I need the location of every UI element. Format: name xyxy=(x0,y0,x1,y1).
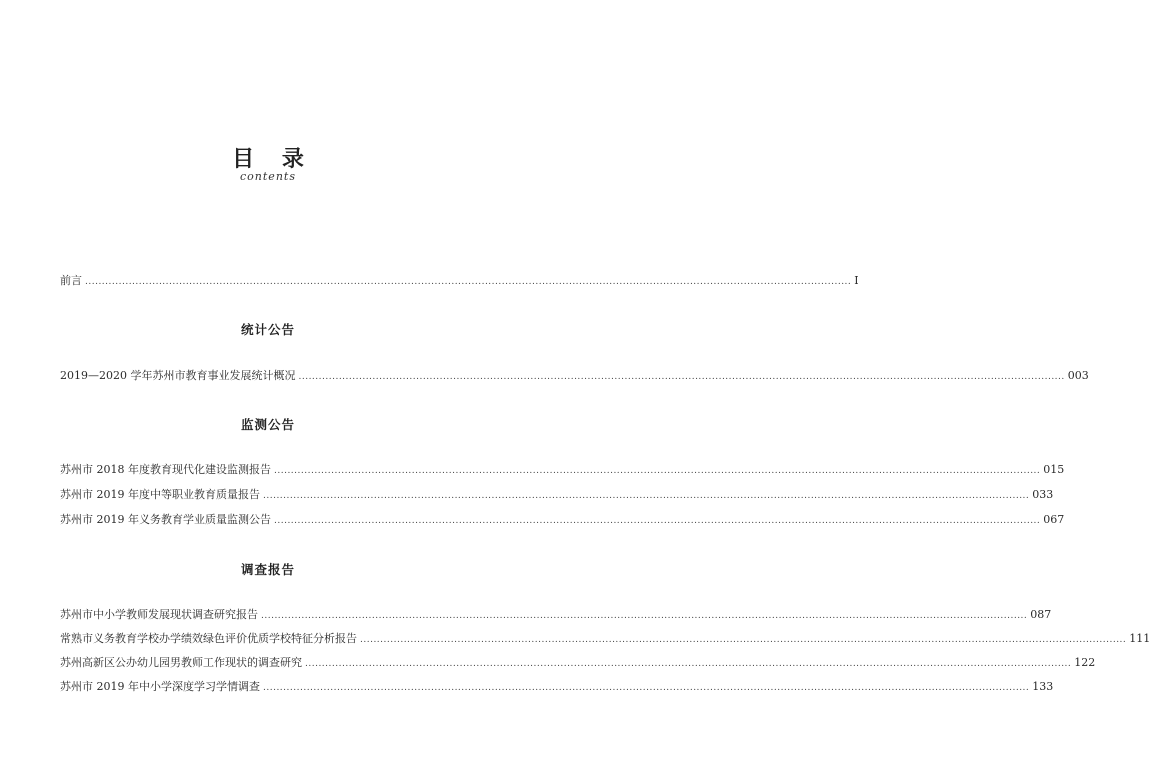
section-heading-statistics: 统计公告 xyxy=(240,322,295,337)
dot-leader: .................................................................................................................................................................................................................................... xyxy=(360,635,1127,645)
entry-label: 苏州高新区公办幼儿园男教师工作现状的调查研究 xyxy=(60,656,302,669)
entry-page-number: 067 xyxy=(1043,513,1065,526)
entry-page-number: 133 xyxy=(1032,680,1054,693)
entry-label: 苏州市 2019 年义务教育学业质量监测公告 xyxy=(60,513,271,526)
entry-page-number: 087 xyxy=(1030,608,1052,621)
toc-entry-preface[interactable] xyxy=(60,273,859,289)
entry-label: 苏州市 2018 年度教育现代化建设监测报告 xyxy=(60,463,271,476)
toc-title: 目 录 xyxy=(232,146,314,172)
dot-leader: .................................................................................................................................................................................................................................... xyxy=(261,611,1028,621)
dot-leader: .................................................................................................................................................................................................................................... xyxy=(274,516,1041,526)
toc-entry[interactable] xyxy=(60,679,1054,695)
entry-label: 苏州市中小学教师发展现状调查研究报告 xyxy=(60,608,258,621)
toc-entry[interactable] xyxy=(60,631,1150,647)
toc-entry[interactable] xyxy=(60,462,1065,478)
entry-page-number: 033 xyxy=(1032,488,1054,501)
dot-leader: .................................................................................................................................................................................................................................... xyxy=(85,277,852,287)
entry-label: 前言 xyxy=(60,274,82,287)
dot-leader: .................................................................................................................................................................................................................................... xyxy=(263,683,1030,693)
toc-entry[interactable] xyxy=(60,487,1054,503)
dot-leader: .................................................................................................................................................................................................................................... xyxy=(305,659,1072,669)
dot-leader: .................................................................................................................................................................................................................................... xyxy=(263,491,1030,501)
dot-leader: .................................................................................................................................................................................................................................... xyxy=(298,372,1065,382)
toc-entry[interactable] xyxy=(60,655,1096,671)
section-heading-survey: 调查报告 xyxy=(240,562,295,577)
toc-entry[interactable] xyxy=(60,368,1089,384)
entry-label: 常熟市义务教育学校办学绩效绿色评价优质学校特征分析报告 xyxy=(60,632,357,645)
entry-page-number: 111 xyxy=(1129,632,1150,645)
entry-page-number: 122 xyxy=(1074,656,1096,669)
dot-leader: .................................................................................................................................................................................................................................... xyxy=(274,466,1041,476)
entry-label: 苏州市 2019 年度中等职业教育质量报告 xyxy=(60,488,260,501)
toc-entry[interactable] xyxy=(60,512,1065,528)
entry-page-number: Ⅰ xyxy=(854,274,859,287)
entry-label: 苏州市 2019 年中小学深度学习学情调查 xyxy=(60,680,260,693)
section-heading-monitoring: 监测公告 xyxy=(240,417,295,432)
toc-subtitle: contents xyxy=(240,170,296,183)
entry-page-number: 015 xyxy=(1043,463,1065,476)
toc-entry[interactable] xyxy=(60,607,1052,623)
entry-label: 2019—2020 学年苏州市教育事业发展统计概况 xyxy=(60,369,296,382)
entry-page-number: 003 xyxy=(1067,369,1089,382)
